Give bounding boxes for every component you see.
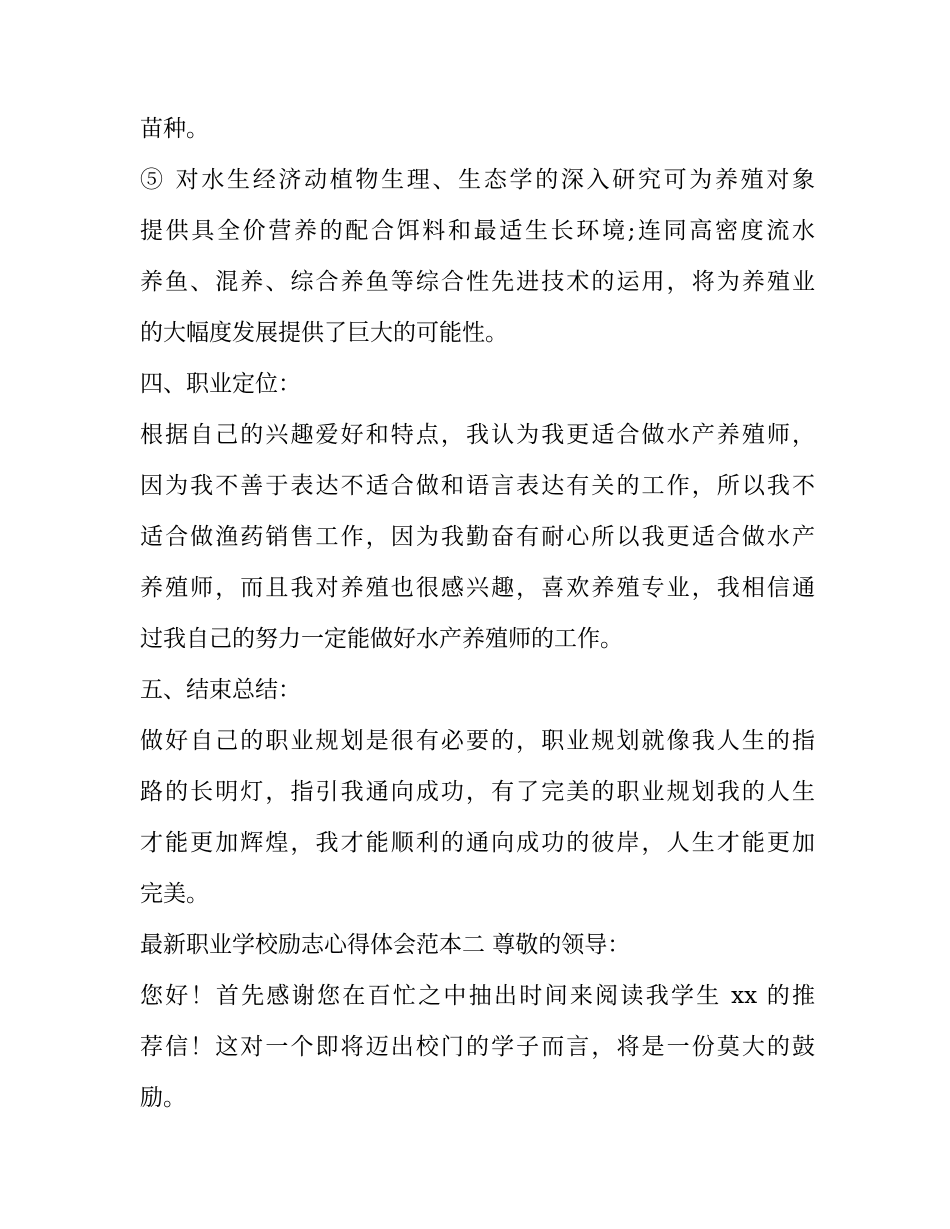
text-line: 四、职业定位：	[140, 371, 301, 397]
document-body	[140, 104, 815, 1124]
text-line: 苗种。	[140, 116, 209, 142]
text-line: 过我自己的努力一定能做好水产养殖师的工作。	[140, 626, 623, 652]
text-line: 根据自己的兴趣爱好和特点，我认为我更适合做水产养殖师，	[140, 422, 815, 448]
text-line: 您好！首先感谢您在百忙之中抽出时间来阅读我学生 xx 的推	[140, 983, 815, 1009]
text-line: 养殖师，而且我对养殖也很感兴趣，喜欢养殖专业，我相信通	[140, 575, 815, 601]
text-line: 养鱼、混养、综合养鱼等综合性先进技术的运用，将为养殖业	[140, 269, 815, 295]
text-line: 最新职业学校励志心得体会范本二 尊敬的领导：	[140, 932, 631, 958]
text-line: 励。	[140, 1085, 186, 1111]
text-line: 五、结束总结：	[140, 677, 301, 703]
text-line: 提供具全价营养的配合饵料和最适生长环境;连同高密度流水	[140, 218, 815, 244]
text-line: 路的长明灯，指引我通向成功，有了完美的职业规划我的人生	[140, 779, 815, 805]
text-line: ⑤ 对水生经济动植物生理、生态学的深入研究可为养殖对象	[140, 167, 815, 193]
text-line: 适合做渔药销售工作，因为我勤奋有耐心所以我更适合做水产	[140, 524, 815, 550]
text-line: 的大幅度发展提供了巨大的可能性。	[140, 320, 508, 346]
text-line: 荐信！这对一个即将迈出校门的学子而言，将是一份莫大的鼓	[140, 1034, 815, 1060]
text-line: 完美。	[140, 881, 209, 907]
text-line: 做好自己的职业规划是很有必要的，职业规划就像我人生的指	[140, 728, 815, 754]
text-line: 才能更加辉煌，我才能顺利的通向成功的彼岸，人生才能更加	[140, 830, 815, 856]
text-line: 因为我不善于表达不适合做和语言表达有关的工作，所以我不	[140, 473, 815, 499]
